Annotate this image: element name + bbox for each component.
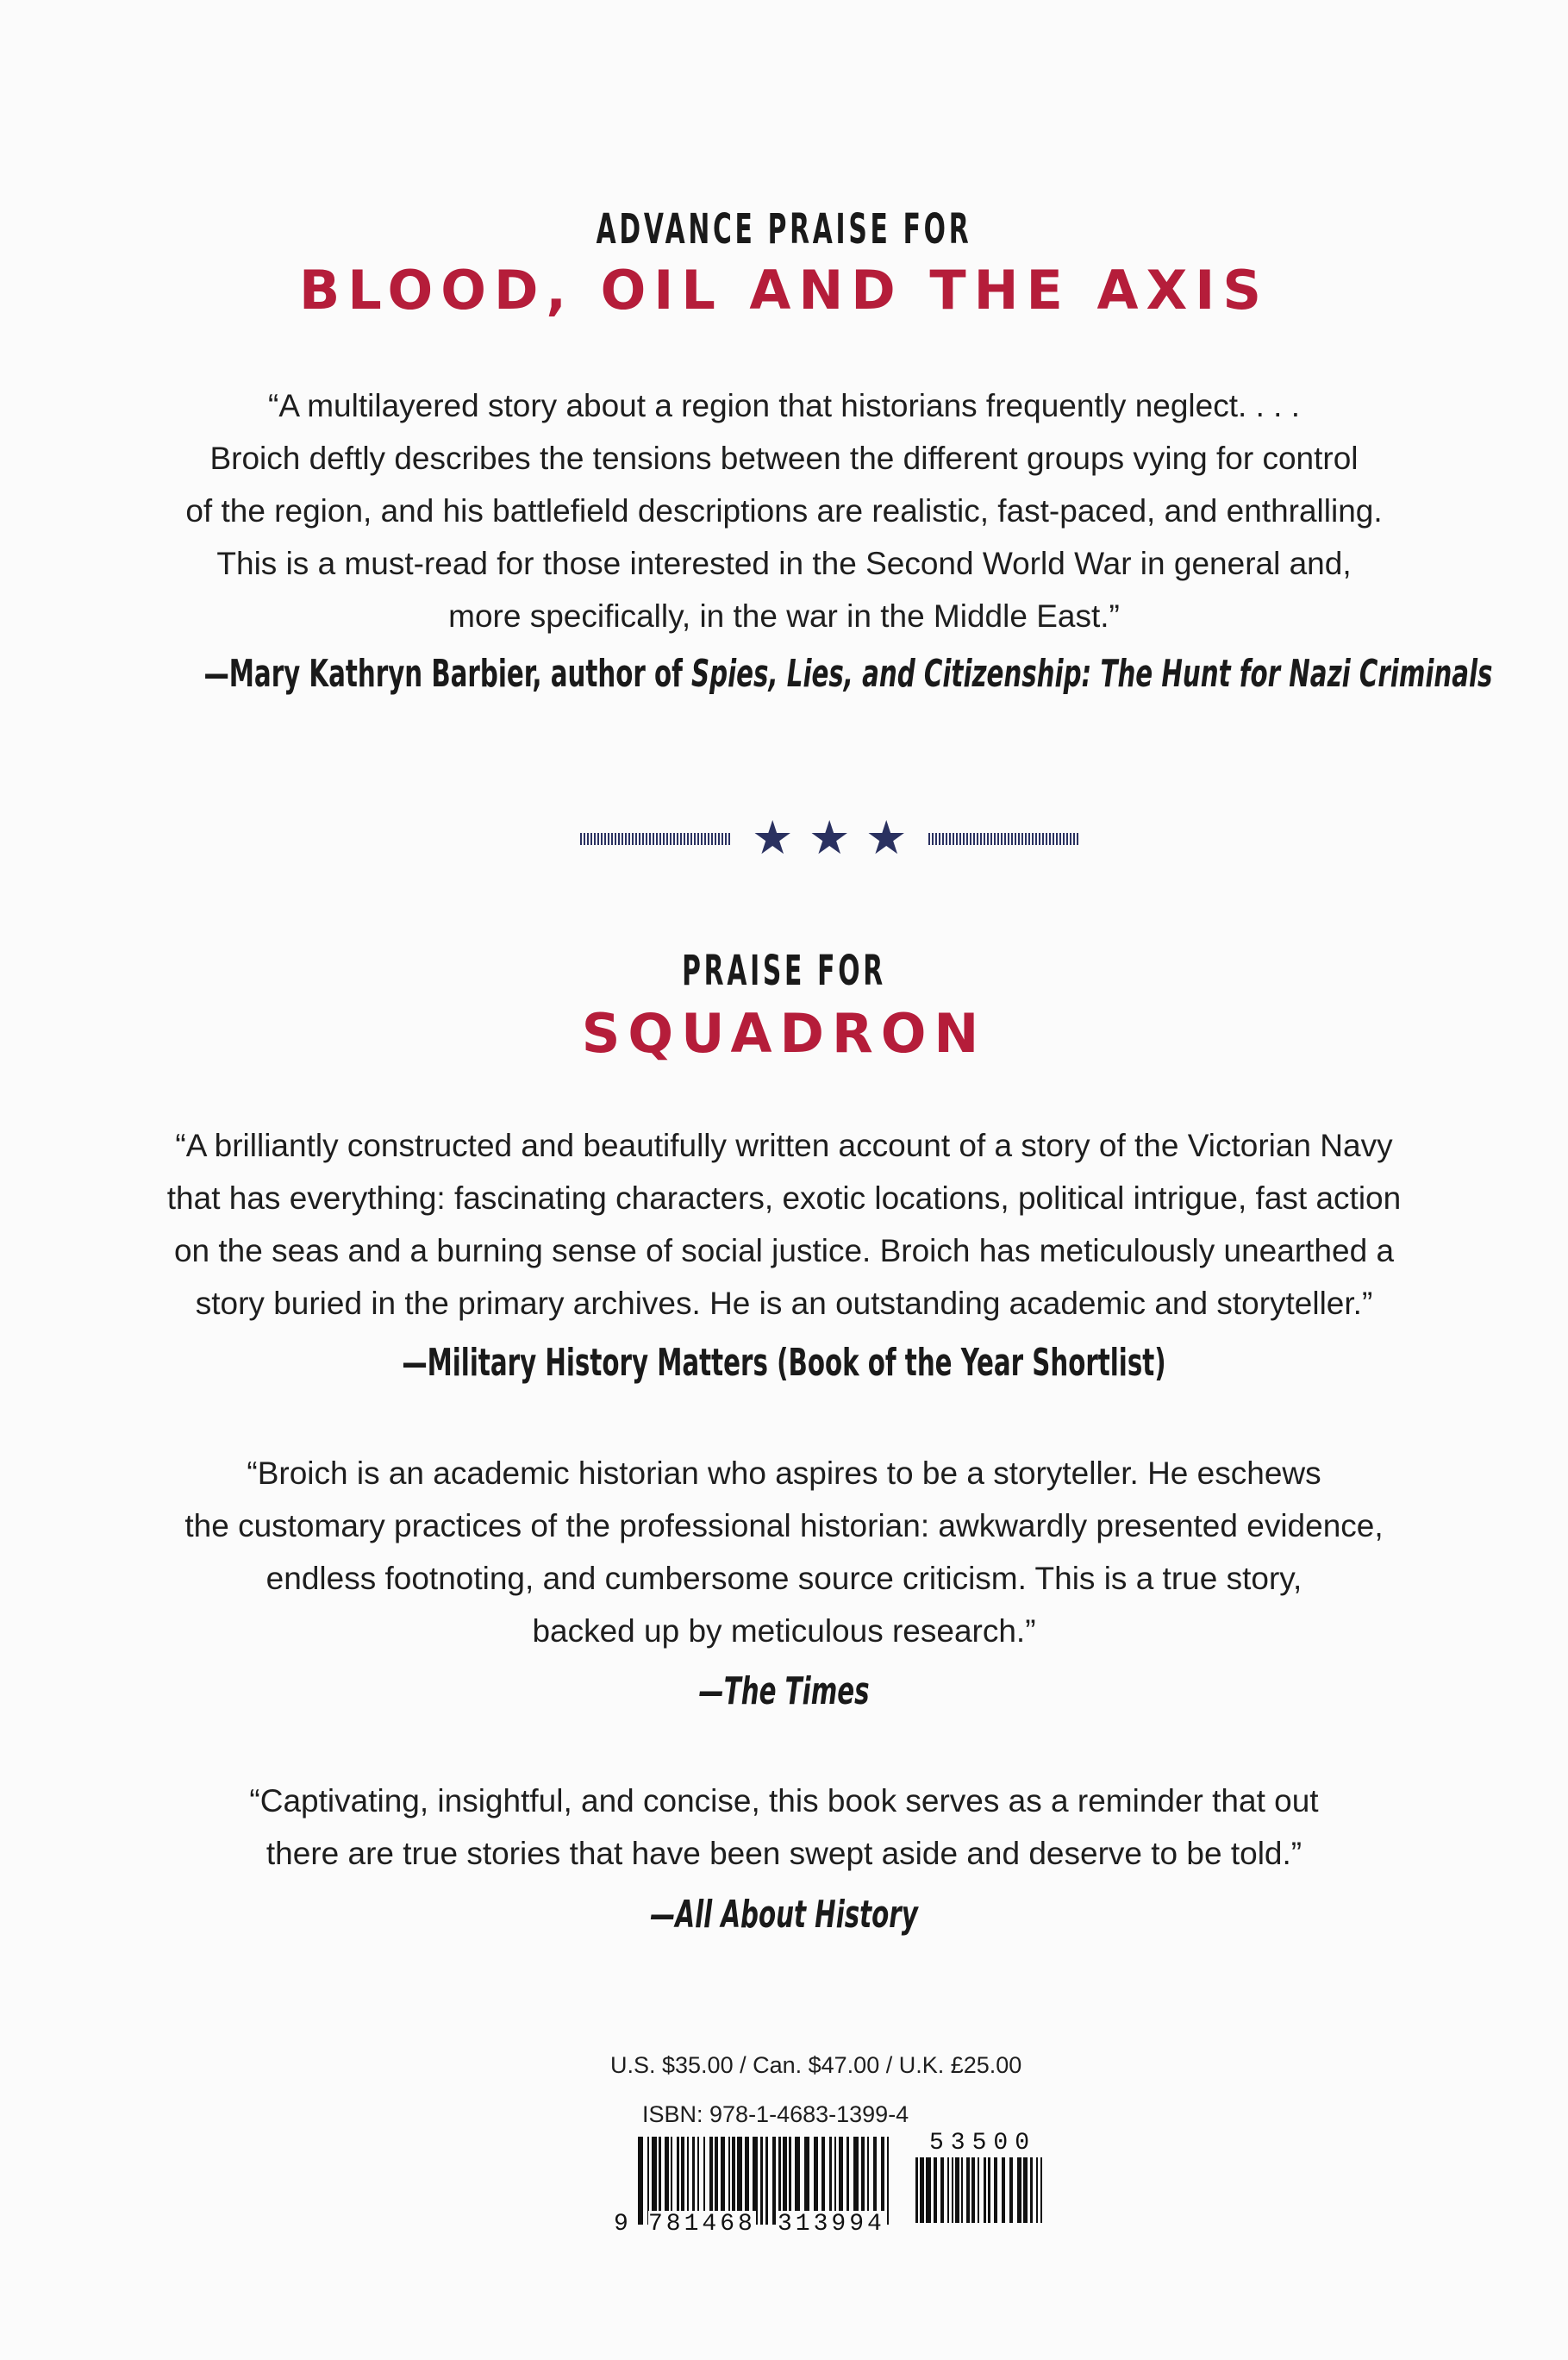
quote-all-about-history [0,1775,1568,1880]
attribution-all-about-history [203,1893,1364,1937]
barcode-bar [934,2157,937,2223]
advance-praise-kicker: ADVANCE PRAISE FOR [596,205,972,254]
barcode-bar [915,2157,918,2223]
barcode-bar [984,2157,986,2223]
barcode-addon-digits: 53500 [929,2130,1037,2157]
barcode-left-digits: 781468 [648,2211,756,2238]
barcode-bar [765,2137,768,2225]
quote-line: “A multilayered story about a region that historians frequently neglect. . . . [268,388,1300,423]
divider-lines-left [579,831,733,847]
attribution-barbier [203,652,1493,696]
quote-barbier [0,379,1568,642]
barcode-bar [947,2157,949,2223]
star-icon: ★ [752,812,794,864]
barcode-bar [952,2157,953,2223]
quote-line: that has everything: fascinating characters, exotic locations, political intrigue, fast action [166,1180,1402,1216]
quote-line: endless footnoting, and cumbersome source criticism. This is a true story, [265,1561,1303,1596]
attribution-military-history: —Military History Matters (Book of the Year Shortlist) [402,1341,1166,1385]
barcode-bar [961,2157,963,2223]
quote-line: “Captivating, insightful, and concise, this book serves as a reminder that out [249,1783,1319,1819]
barcode-bar [1023,2157,1028,2223]
book-title-squadron: SQUADRON [581,1002,987,1065]
barcode-bar [1030,2157,1033,2223]
quote-line: of the region, and his battlefield descriptions are realistic, fast-paced, and enthralling. [185,493,1383,529]
barcode-bar [1040,2157,1042,2223]
barcode-bar [926,2157,931,2223]
barcode-bar [772,2137,776,2225]
barcode-bar [760,2137,763,2225]
attribution-work-title: Spies, Lies, and Citizenship: The Hunt for Nazi Criminals [691,652,1493,696]
barcode-bar [994,2157,997,2223]
quote-line: there are true stories that have been swept aside and deserve to be told.” [265,1836,1303,1871]
quote-military-history [0,1119,1568,1330]
attribution-text: —All About History [650,1893,918,1937]
star-icon: ★ [809,812,851,864]
barcode-bar [966,2157,970,2223]
quote-line: “A brilliantly constructed and beautifully written account of a story of the Victorian Navy [175,1128,1393,1163]
star-icon: ★ [865,812,908,864]
attribution-prefix: —Mary Kathryn Barbier, author of [203,652,692,696]
quote-line: “Broich is an academic historian who aspires to be a storyteller. He eschews [247,1455,1321,1491]
quote-line: the customary practices of the professional historian: awkwardly presented evidence, [184,1508,1384,1543]
barcode-bar [1017,2157,1021,2223]
barcode-bar [988,2157,990,2223]
divider-lines-right [928,831,1081,847]
barcode-bar [1036,2157,1038,2223]
quote-line: on the seas and a burning sense of social justice. Broich has meticulously unearthed a [173,1233,1395,1268]
quote-line: Broich deftly describes the tensions between the different groups vying for control [209,441,1359,476]
quote-line: backed up by meticulous research.” [532,1613,1036,1649]
isbn-text: ISBN: 978-1-4683-1399-4 [642,2101,909,2127]
barcode-right-digits: 313994 [778,2211,885,2238]
barcode-bar [1002,2157,1005,2223]
barcode-bar [978,2157,979,2223]
barcode-bar [971,2157,975,2223]
attribution-the-times [203,1669,1364,1713]
barcode-bar [920,2157,924,2223]
barcode-bar [955,2157,959,2223]
barcode-bar [1009,2157,1013,2223]
barcode-addon-bars [915,2157,1045,2223]
attribution-text: —The Times [698,1669,870,1713]
quote-line: This is a must-read for those interested in the Second World War in general and, [216,546,1352,581]
quote-line: more specifically, in the war in the Middle East.” [448,598,1120,634]
barcode-bar [887,2137,889,2225]
praise-for-kicker: PRAISE FOR [682,947,886,995]
quote-the-times [0,1447,1568,1657]
barcode-lead-digit: 9 [614,2211,628,2238]
barcode-bar [638,2137,643,2225]
book-title-blood-oil-axis: BLOOD, OIL AND THE AXIS [299,259,1269,322]
price-line: U.S. $35.00 / Can. $47.00 / U.K. £25.00 [610,2052,1022,2078]
barcode-bar [940,2157,944,2223]
quote-line: story buried in the primary archives. He is an outstanding academic and storyteller.” [195,1286,1373,1321]
